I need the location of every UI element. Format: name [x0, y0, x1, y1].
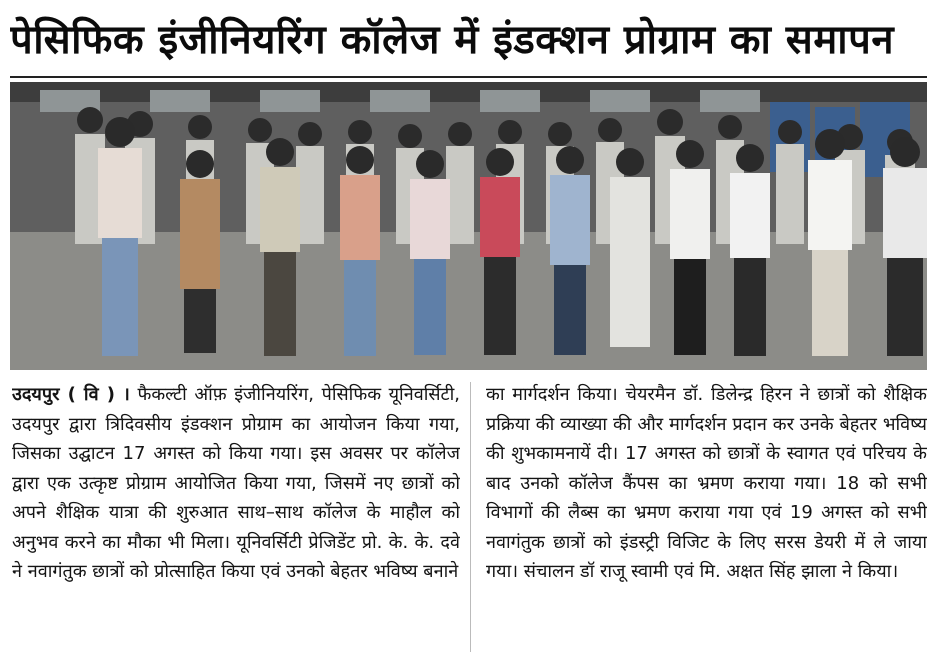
dateline: उदयपुर ( वि ) ।	[12, 384, 130, 405]
headline: पेसिफिक इंजीनियरिंग कॉलेज में इंडक्शन प्रोग्राम का समापन	[10, 17, 895, 63]
roof-band	[10, 82, 927, 102]
right-column-text: का मार्गदर्शन किया। चेयरमैन डॉ. डिलेन्द्र हिरन ने छात्रों को शैक्षिक प्रक्रिया की व्याख्या की और मार्गदर्शन प्रदान कर उनके बेहतर भविष्य की शुभकामनायें दी। 17 अगस्त को छात्रों के स्वागत एवं परिचय के बाद उनको कॉलेज कैंपस का भ्रमण कराया गया। 18 को सभी विभागों की लैब्स का भ्रमण कराया गया एवं 19 अगस्त को सभी नवागंतुक छात्रों को इंडस्ट्री विजिट के लिए सरस डेयरी में ले जाया गया। संचालन डॉ राजू स्वामी एवं मि. अक्षत सिंह झाला ने किया।	[486, 384, 927, 582]
group-photo-illustration	[10, 82, 927, 370]
ground	[10, 232, 927, 370]
article-right-column	[486, 380, 927, 660]
group-photo	[10, 82, 927, 370]
column-divider	[470, 382, 471, 652]
headline-rule	[10, 76, 927, 78]
article-left-column	[12, 380, 460, 660]
left-column-text: फैकल्टी ऑफ़ इंजीनियरिंग, पेसिफिक यूनिवर्सिटी, उदयपुर द्वारा त्रिदिवसीय इंडक्शन प्रोग्राम का आयोजन किया गया, जिसका उद्घाटन 17 अगस्त को किया गया। इस अवसर पर कॉलेज द्वारा एक उत्कृष्ट प्रोग्राम आयोजित किया गया, जिसमें नए छात्रों को अपने शैक्षिक यात्रा की शुरुआत साथ–साथ कॉलेज के माहौल को अनुभव करने का मौका भी मिला। यूनिवर्सिटी प्रेजिडेंट प्रो. के. के. दवे ने नवागंतुक छात्रों को प्रोत्साहित किया एवं उनको बेहतर भविष्य बनाने	[12, 384, 460, 582]
